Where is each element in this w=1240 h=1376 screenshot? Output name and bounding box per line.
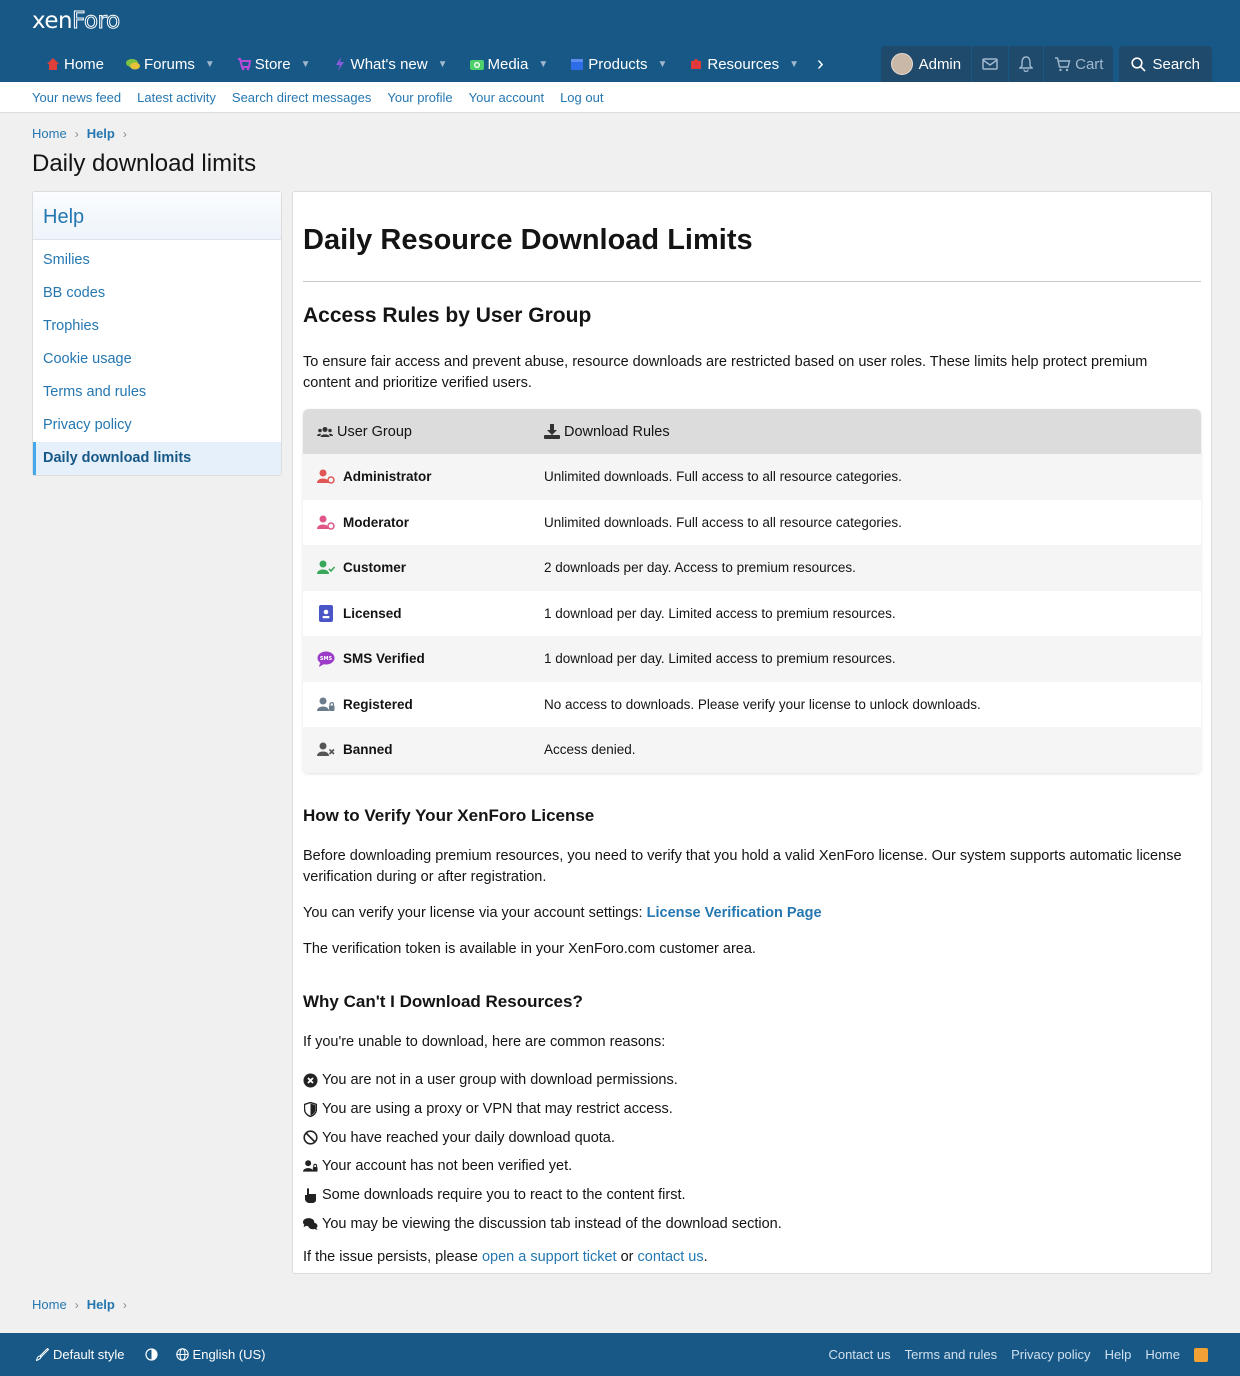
user-group-label: Customer <box>343 560 407 576</box>
chevron-down-icon[interactable]: ▼ <box>300 58 311 70</box>
help-sidebar <box>32 191 282 476</box>
list-item <box>303 1095 782 1124</box>
table-row <box>303 500 1201 546</box>
users-icon <box>317 426 333 438</box>
user-group-cell <box>303 605 544 621</box>
reasons-list <box>303 1066 782 1238</box>
nav-store[interactable] <box>223 46 319 82</box>
footer-link-home[interactable]: Home <box>1145 1347 1180 1362</box>
user-group-label: Moderator <box>343 514 410 530</box>
search-button[interactable] <box>1119 46 1212 82</box>
access-rules-heading: Access Rules by User Group <box>303 304 592 327</box>
main-content <box>292 191 1212 1274</box>
period-text: . <box>703 1249 708 1265</box>
forums-icon <box>126 57 140 71</box>
bolt-icon <box>333 57 347 71</box>
table-row <box>303 682 1201 728</box>
theme-toggle[interactable] <box>145 1348 166 1361</box>
rss-icon[interactable] <box>1194 1348 1208 1362</box>
rule-cell: Unlimited downloads. Full access to all resource categories. <box>544 469 902 485</box>
sidebar-item-trophies[interactable]: Trophies <box>43 318 99 334</box>
table-row <box>303 727 1201 773</box>
breadcrumb-home[interactable]: Home <box>32 126 67 141</box>
column-header-label: Download Rules <box>564 423 670 440</box>
chevron-down-icon[interactable]: ▼ <box>789 58 799 70</box>
breadcrumb <box>32 126 135 141</box>
user-group-label: Registered <box>343 696 413 712</box>
nav-whats-new[interactable] <box>319 46 456 82</box>
nav-media[interactable] <box>456 46 557 82</box>
table-row <box>303 545 1201 591</box>
download-icon <box>544 424 560 439</box>
nav-store-label: Store <box>254 55 291 73</box>
chevron-right-icon: › <box>122 1297 127 1312</box>
sidebar-title: Help <box>33 192 281 240</box>
support-ticket-link[interactable]: open a support ticket <box>481 1249 617 1265</box>
intro-text: To ensure fair access and prevent abuse, resource downloads are restricted based on user roles. These limits help protect premium content and prioritize verified users. <box>303 354 1148 391</box>
user-group-cell <box>303 742 544 758</box>
account-name: Admin <box>918 55 962 73</box>
site-header <box>0 0 1240 82</box>
sidebar-item-smilies[interactable]: Smilies <box>43 252 90 268</box>
chevron-down-icon[interactable]: ▼ <box>538 58 549 70</box>
chevron-right-icon: › <box>74 126 79 141</box>
banned-user-icon <box>317 742 335 758</box>
paintbrush-icon <box>36 1348 49 1361</box>
cart-label: Cart <box>1075 55 1104 73</box>
chevron-down-icon[interactable]: ▼ <box>437 58 448 70</box>
column-header-label: User Group <box>337 423 412 440</box>
why-heading: Why Can't I Download Resources? <box>303 992 583 1011</box>
sidebar-item-bb-codes[interactable]: BB codes <box>43 285 106 301</box>
persist-line <box>303 1247 1183 1268</box>
sidebar-item-terms[interactable]: Terms and rules <box>43 384 147 400</box>
account-group <box>881 46 1114 82</box>
why-intro: If you're unable to download, here are common reasons: <box>303 1034 666 1050</box>
rule-cell: No access to downloads. Please verify your license to unlock downloads. <box>544 696 981 712</box>
globe-icon <box>176 1348 189 1361</box>
registered-user-icon <box>317 696 335 712</box>
comments-icon <box>303 1216 318 1231</box>
verify-link-line <box>303 903 1183 924</box>
nav-forums[interactable] <box>112 46 223 82</box>
subnav-account[interactable]: Your account <box>468 89 545 105</box>
shopping-cart-icon <box>1054 57 1071 72</box>
divider <box>303 281 1201 282</box>
rule-cell: Access denied. <box>544 742 636 758</box>
content-heading: Daily Resource Download Limits <box>303 224 753 256</box>
language-chooser[interactable] <box>176 1347 276 1362</box>
sub-nav <box>0 82 1240 113</box>
chevron-down-icon[interactable]: ▼ <box>657 58 668 70</box>
admin-user-icon <box>317 469 335 485</box>
nav-resources[interactable] <box>675 46 807 82</box>
language-label: English (US) <box>192 1347 266 1362</box>
camera-icon <box>470 57 484 71</box>
nav-products-label: Products <box>588 55 648 73</box>
subnav-search-dms[interactable]: Search direct messages <box>231 89 372 105</box>
sidebar-item-daily-download-limits[interactable]: Daily download limits <box>33 442 281 475</box>
nav-products[interactable] <box>556 46 675 82</box>
home-icon <box>46 57 60 71</box>
table-row <box>303 591 1201 637</box>
user-lock-icon <box>303 1159 318 1174</box>
breadcrumb-home[interactable]: Home <box>32 1297 67 1312</box>
rule-cell: Unlimited downloads. Full access to all resource categories. <box>544 514 902 530</box>
moderator-user-icon <box>317 514 335 530</box>
avatar <box>891 53 913 75</box>
pointer-hand-icon <box>303 1188 318 1203</box>
footer-links <box>814 1347 1208 1362</box>
nav-media-label: Media <box>487 55 529 73</box>
shield-icon <box>303 1102 318 1117</box>
breadcrumb-bottom <box>32 1297 135 1312</box>
search-icon <box>1131 57 1146 72</box>
page-title: Daily download limits <box>32 150 257 177</box>
subnav-logout[interactable]: Log out <box>560 89 604 105</box>
nav-forums-label: Forums <box>144 55 195 73</box>
verify-link-intro: You can verify your license via your account settings: <box>303 905 643 921</box>
user-group-cell <box>303 469 544 485</box>
token-text: The verification token is available in your XenForo.com customer area. <box>303 941 756 957</box>
footer-link-terms[interactable]: Terms and rules <box>904 1347 998 1362</box>
table-row <box>303 454 1201 500</box>
user-group-label: SMS Verified <box>343 651 425 667</box>
list-item <box>303 1181 782 1210</box>
subnav-latest-activity[interactable]: Latest activity <box>137 89 216 105</box>
breadcrumb-help[interactable]: Help <box>86 126 115 141</box>
column-header-download-rules <box>544 424 670 440</box>
license-verification-link[interactable]: License Verification Page <box>646 905 822 921</box>
user-group-cell <box>303 696 544 712</box>
contact-us-link[interactable]: contact us <box>637 1249 704 1265</box>
user-group-cell <box>303 651 544 667</box>
reason-text: Your account has not been verified yet. <box>322 1158 573 1175</box>
search-label: Search <box>1152 55 1200 73</box>
verify-text: Before downloading premium resources, you need to verify that you hold a valid XenForo license. Our system supports automatic license verification during or after registration. <box>303 848 1182 885</box>
contrast-icon <box>145 1348 158 1361</box>
table-header <box>303 409 1201 454</box>
rule-cell: 2 downloads per day. Access to premium resources. <box>544 560 856 576</box>
user-group-label: Licensed <box>343 605 402 621</box>
svg-text:SMS: SMS <box>319 655 333 662</box>
access-rules-table <box>303 409 1201 773</box>
persist-text: If the issue persists, please <box>303 1249 478 1265</box>
user-group-cell <box>303 514 544 530</box>
nav-home[interactable] <box>32 46 112 82</box>
box-icon <box>570 57 584 71</box>
alerts-button[interactable] <box>1009 46 1043 82</box>
subnav-news-feed[interactable]: Your news feed <box>32 89 122 105</box>
site-logo[interactable]: xenForo <box>32 8 120 34</box>
customer-user-icon <box>317 560 335 576</box>
breadcrumb-help[interactable]: Help <box>86 1297 115 1312</box>
envelope-icon <box>982 57 998 71</box>
cart-icon <box>237 57 251 71</box>
rule-cell: 1 download per day. Limited access to premium resources. <box>544 651 896 667</box>
nav-resources-label: Resources <box>707 55 780 73</box>
rule-cell: 1 download per day. Limited access to premium resources. <box>544 605 896 621</box>
account-menu[interactable] <box>881 46 972 82</box>
chevron-down-icon[interactable]: ▼ <box>204 58 215 70</box>
nav-home-label: Home <box>64 55 105 73</box>
list-item <box>303 1123 782 1152</box>
sidebar-list <box>33 240 281 475</box>
site-footer <box>0 1333 1240 1376</box>
style-label: Default style <box>53 1347 125 1362</box>
or-text: or <box>620 1249 634 1265</box>
nav-whats-new-label: What's new <box>350 55 428 73</box>
table-body <box>303 454 1201 773</box>
reason-text: You are not in a user group with download permissions. <box>322 1072 678 1089</box>
main-nav <box>32 46 830 82</box>
cart-button[interactable] <box>1044 46 1113 82</box>
reason-text: Some downloads require you to react to the content first. <box>322 1187 686 1204</box>
footer-link-contact[interactable]: Contact us <box>828 1347 891 1362</box>
column-header-user-group <box>303 424 544 440</box>
list-item <box>303 1209 782 1238</box>
sms-icon <box>317 651 335 667</box>
inbox-button[interactable] <box>972 46 1008 82</box>
sidebar-item-privacy[interactable]: Privacy policy <box>43 417 132 433</box>
user-group-cell <box>303 560 544 576</box>
chevron-right-icon: › <box>122 126 127 141</box>
footer-link-help[interactable]: Help <box>1104 1347 1132 1362</box>
nav-scroll-right-icon[interactable]: › <box>816 52 824 75</box>
reason-text: You are using a proxy or VPN that may restrict access. <box>322 1101 673 1118</box>
user-nav <box>881 46 1212 82</box>
puzzle-icon <box>689 57 703 71</box>
bell-icon <box>1019 56 1033 72</box>
user-group-label: Banned <box>343 742 393 758</box>
license-badge-icon <box>317 605 335 621</box>
list-item <box>303 1152 782 1181</box>
ban-icon <box>303 1130 318 1145</box>
user-group-label: Administrator <box>343 469 432 485</box>
table-row <box>303 636 1201 682</box>
list-item <box>303 1066 782 1095</box>
style-chooser[interactable] <box>36 1347 135 1362</box>
footer-link-privacy[interactable]: Privacy policy <box>1011 1347 1091 1362</box>
sidebar-item-cookie-usage[interactable]: Cookie usage <box>43 351 132 367</box>
subnav-profile[interactable]: Your profile <box>387 89 453 105</box>
reason-text: You have reached your daily download quota. <box>322 1129 615 1146</box>
reason-text: You may be viewing the discussion tab instead of the download section. <box>322 1215 782 1232</box>
times-circle-icon <box>303 1073 318 1088</box>
footer-left <box>0 1347 286 1362</box>
verify-heading: How to Verify Your XenForo License <box>303 806 595 825</box>
chevron-right-icon: › <box>74 1297 79 1312</box>
